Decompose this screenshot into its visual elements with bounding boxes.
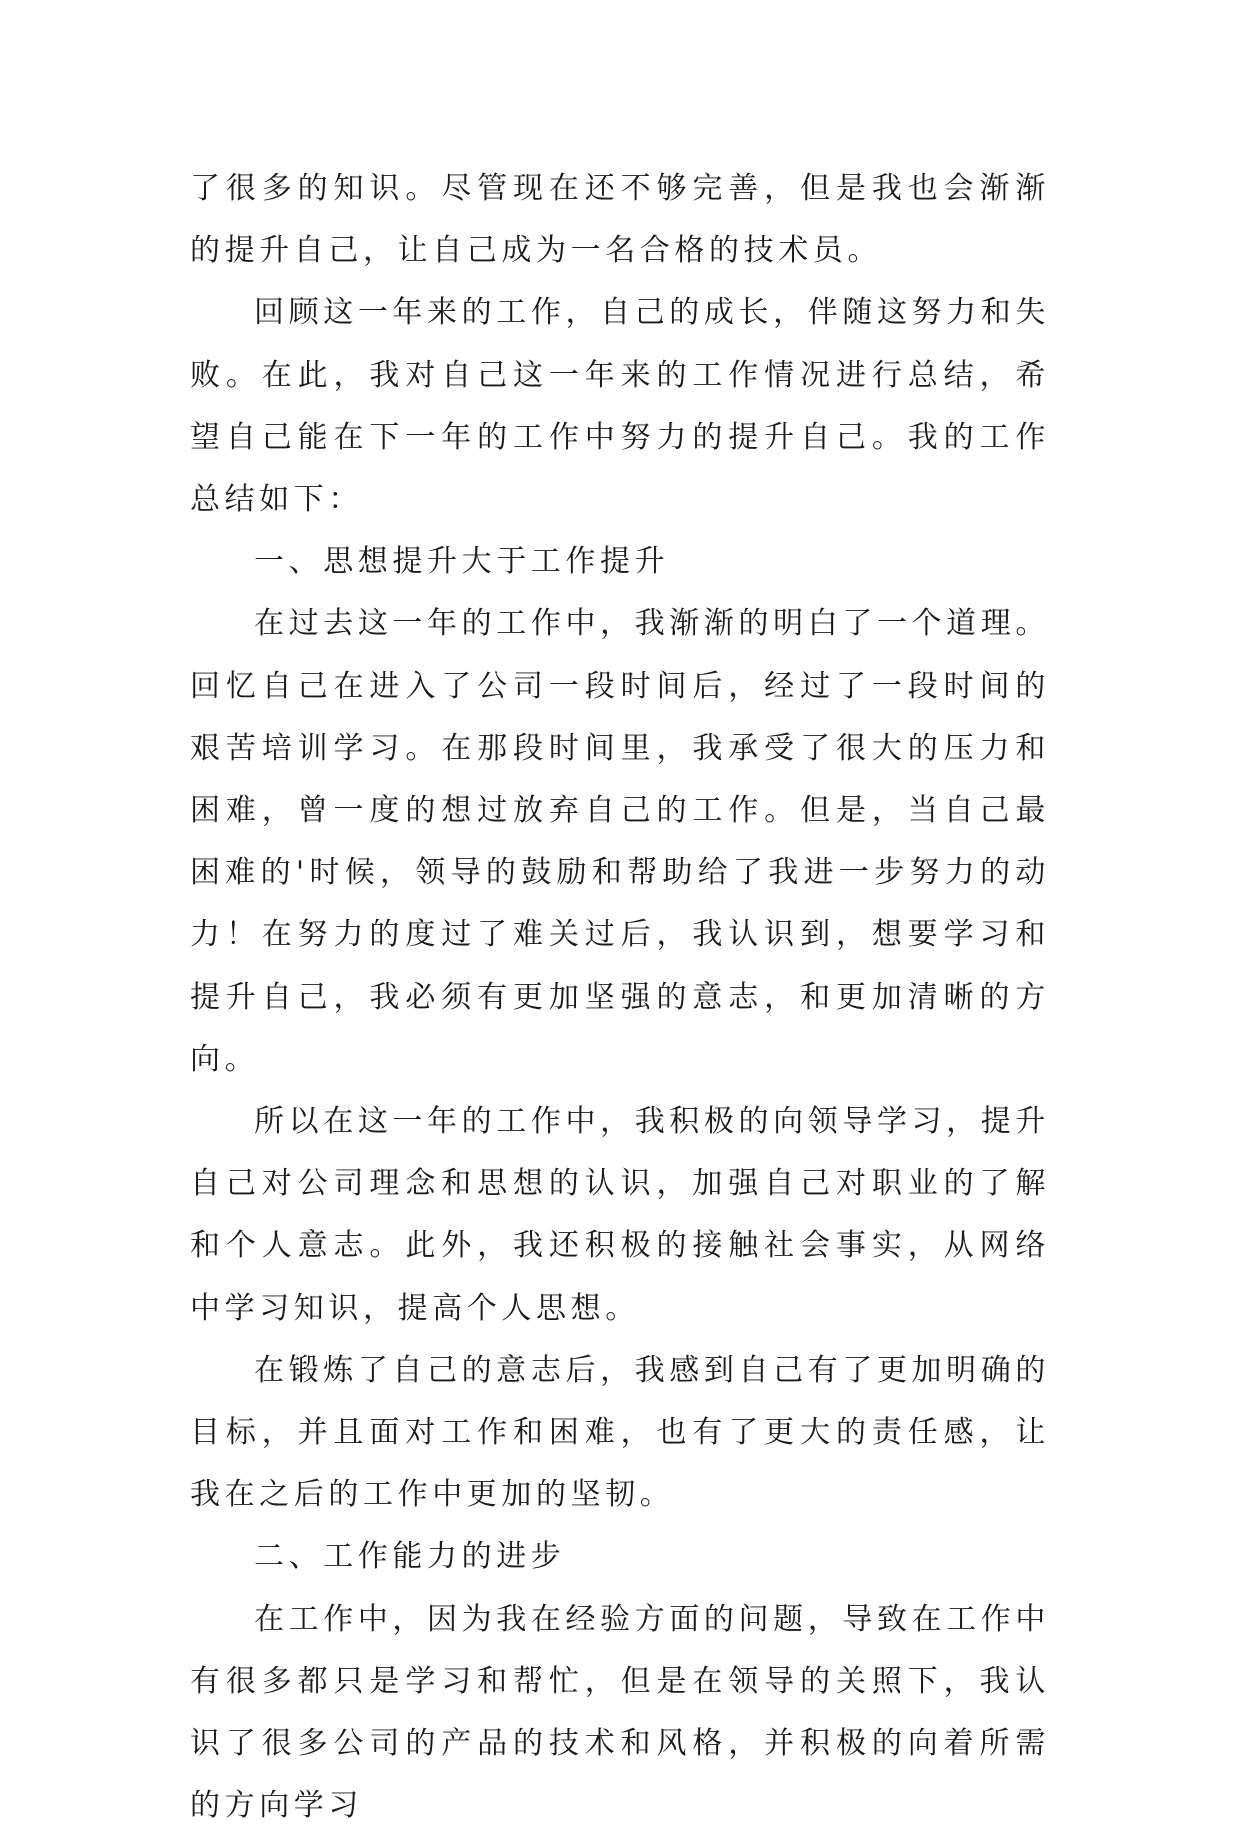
section-heading-thought: 一、思想提升大于工作提升 <box>254 544 670 580</box>
document-body <box>190 158 1050 1837</box>
paragraph-continuation: 了很多的知识。尽管现在还不够完善，但是我也会渐渐的提升自己，让自己成为一名合格的技术员。 <box>190 171 1050 269</box>
paragraph-learning: 所以在这一年的工作中，我积极的向领导学习，提升自己对公司理念和思想的认识，加强自己对职业的了解和个人意志。此外，我还积极的接触社会事实，从网络中学习知识，提高个人思想。 <box>190 1104 1050 1326</box>
paragraph-willpower: 在锻炼了自己的意志后，我感到自己有了更加明确的目标，并且面对工作和困难，也有了更大的责任感，让我在之后的工作中更加的坚韧。 <box>190 1352 1050 1513</box>
paragraph-review: 回顾这一年来的工作，自己的成长，伴随这努力和失败。在此，我对自己这一年来的工作情况进行总结，希望自己能在下一年的工作中努力的提升自己。我的工作总结如下： <box>190 295 1050 518</box>
section-heading-ability: 二、工作能力的进步 <box>254 1539 566 1575</box>
paragraph-past-year: 在过去这一年的工作中，我渐渐的明白了一个道理。回忆自己在进入了公司一段时间后，经过了一段时间的艰苦培训学习。在那段时间里，我承受了很大的压力和困难，曾一度的想过放弃自己的工作。但是，当自己最困难的'时候，领导的鼓励和帮助给了我进一步努力的动力！在努力的度过了难关过后，我认识到，想要学习和提升自己，我必须有更加坚强的意志，和更加清晰的方向。 <box>190 606 1050 1077</box>
paragraph-work-experience: 在工作中，因为我在经验方面的问题，导致在工作中有很多都只是学习和帮忙，但是在领导的关照下，我认识了很多公司的产品的技术和风格，并积极的向着所需的方向学习 <box>190 1601 1050 1824</box>
